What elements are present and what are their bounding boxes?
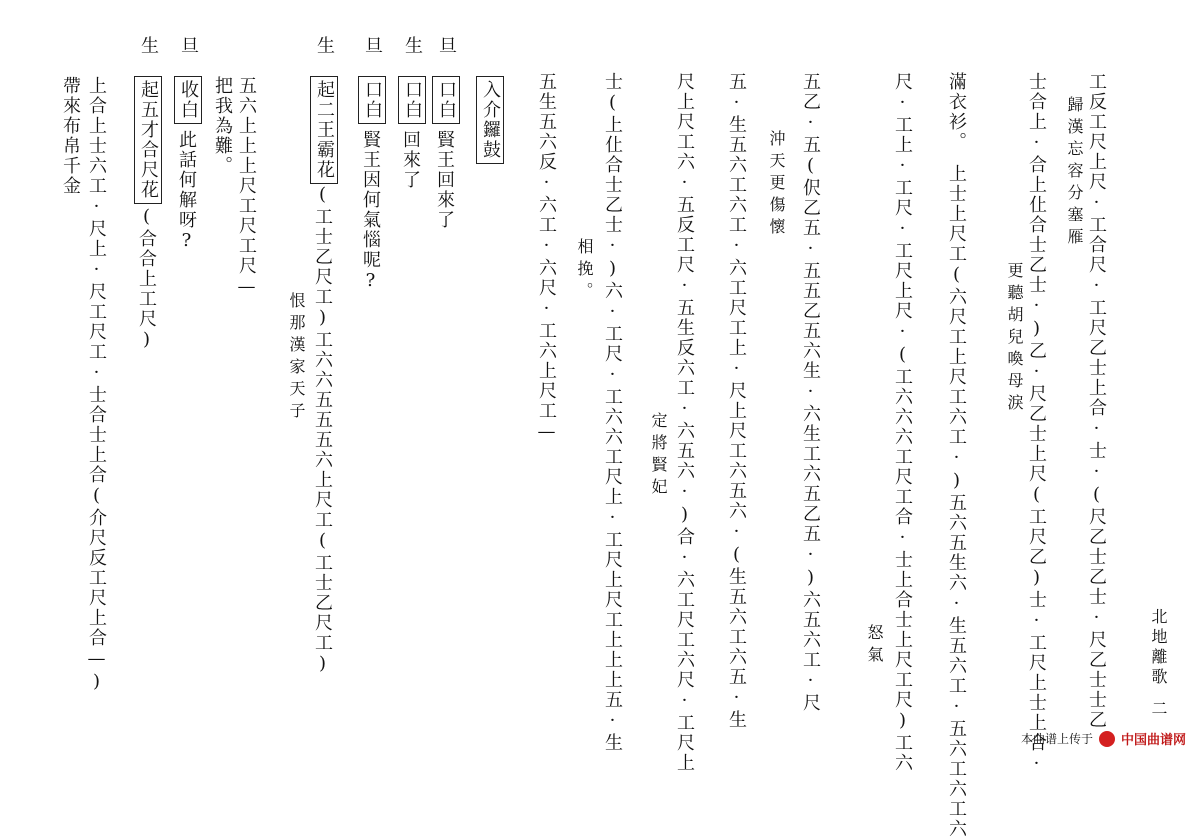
- role-sheng-2: 生: [314, 36, 335, 56]
- music-column-9: 五生五六反·六工·六尺·工六上尺工—: [536, 72, 557, 444]
- role-dan-1: 旦: [436, 36, 457, 56]
- logo-icon: [1099, 731, 1115, 747]
- music-column-1: 工反工尺上尺·工合尺·工尺乙士上合·士·(尺乙士乙士·尺乙士士乙: [1086, 72, 1107, 730]
- role-sheng-1: 生: [402, 36, 423, 56]
- cue-box-2: 口白: [432, 76, 460, 124]
- page-number: 二: [1149, 700, 1168, 718]
- dialogue-3: 回來了: [400, 130, 421, 190]
- music-column-11: 上合上士六工·尺上·尺工尺工·士合士上合(介尺反工尺上合—): [86, 76, 107, 694]
- music-column-3: 上士上尺工(六尺工上尺工六工·)五六五生六·生五六工·五六工六工六: [946, 164, 967, 839]
- music-column-3-start: 滿衣衫。: [946, 72, 967, 152]
- music-column-6: 五·生五六工六工·六工尺工上·尺上尺工六五六·(生五六工六五·生: [726, 72, 747, 730]
- lyric-column-8: 相挽。: [575, 238, 594, 304]
- music-column-4: 尺·工上·工尺·工尺上尺·(工六六六工尺工合·士上合士上尺工尺)工六: [892, 72, 913, 773]
- lyric-column-1: 歸漢忘容分塞雁: [1065, 96, 1084, 250]
- footer-upload-text: 本曲谱上传于: [1020, 732, 1093, 746]
- dialogue-4: 賢王因何氣惱呢?: [360, 130, 381, 293]
- lyric-11: 帶來布帛千金: [60, 76, 81, 196]
- cue-box-1: 入介鑼鼓: [476, 76, 504, 164]
- lyric-column-4: 怒氣: [865, 624, 884, 668]
- dialogue-6: 把我為難。: [212, 76, 233, 176]
- music-column-2: 士合上·合上仩合士乙士·)乙·尺乙士上尺(工尺乙)士·工尺上士上合·: [1026, 72, 1047, 776]
- lyric-column-5: 沖天更傷懷: [767, 130, 786, 240]
- music-column-8: 士(上仩合士乙士·)六·工尺·工六六工尺上·工尺上尺工上上上五·生: [602, 72, 623, 753]
- dialogue-5: (工士乙尺工)工六六五五五六上尺工(工士乙尺工): [312, 184, 333, 676]
- cue-box-4: 口白: [358, 76, 386, 124]
- footer-watermark: [1021, 729, 1186, 748]
- dialogue-8: (合合上工尺): [136, 206, 157, 352]
- cue-box-5: 起二王霸花: [310, 76, 338, 184]
- cue-box-3: 口白: [398, 76, 426, 124]
- lyric-5: 恨那漢家天子: [287, 292, 306, 424]
- lyric-column-2: 更聽胡兒喚母淚: [1005, 262, 1024, 416]
- role-dan-3: 旦: [178, 36, 199, 56]
- lyric-column-7: 定將賢妃: [649, 412, 668, 500]
- role-dan-2: 旦: [362, 36, 383, 56]
- music-column-5: 五乙·五(伬乙五·五五乙五六生·六生工六五乙五·)六五六工·尺: [800, 72, 821, 713]
- music-column-10: 五六上上上尺工尺工尺—: [236, 76, 257, 299]
- dialogue-7: 此話何解呀?: [176, 130, 197, 253]
- dialogue-2: 賢王回來了: [434, 130, 455, 230]
- role-sheng-3: 生: [138, 36, 159, 56]
- cue-box-6: 收白: [174, 76, 202, 124]
- music-column-7: 尺上尺工六·五反工尺·五生反六工·六五六·)合·六工尺工六尺·工尺上: [674, 72, 695, 773]
- page-title: 北地離歌: [1149, 608, 1168, 688]
- footer-site-name: 中国曲谱网: [1120, 733, 1186, 748]
- cue-box-7: 起五才合尺花: [134, 76, 162, 204]
